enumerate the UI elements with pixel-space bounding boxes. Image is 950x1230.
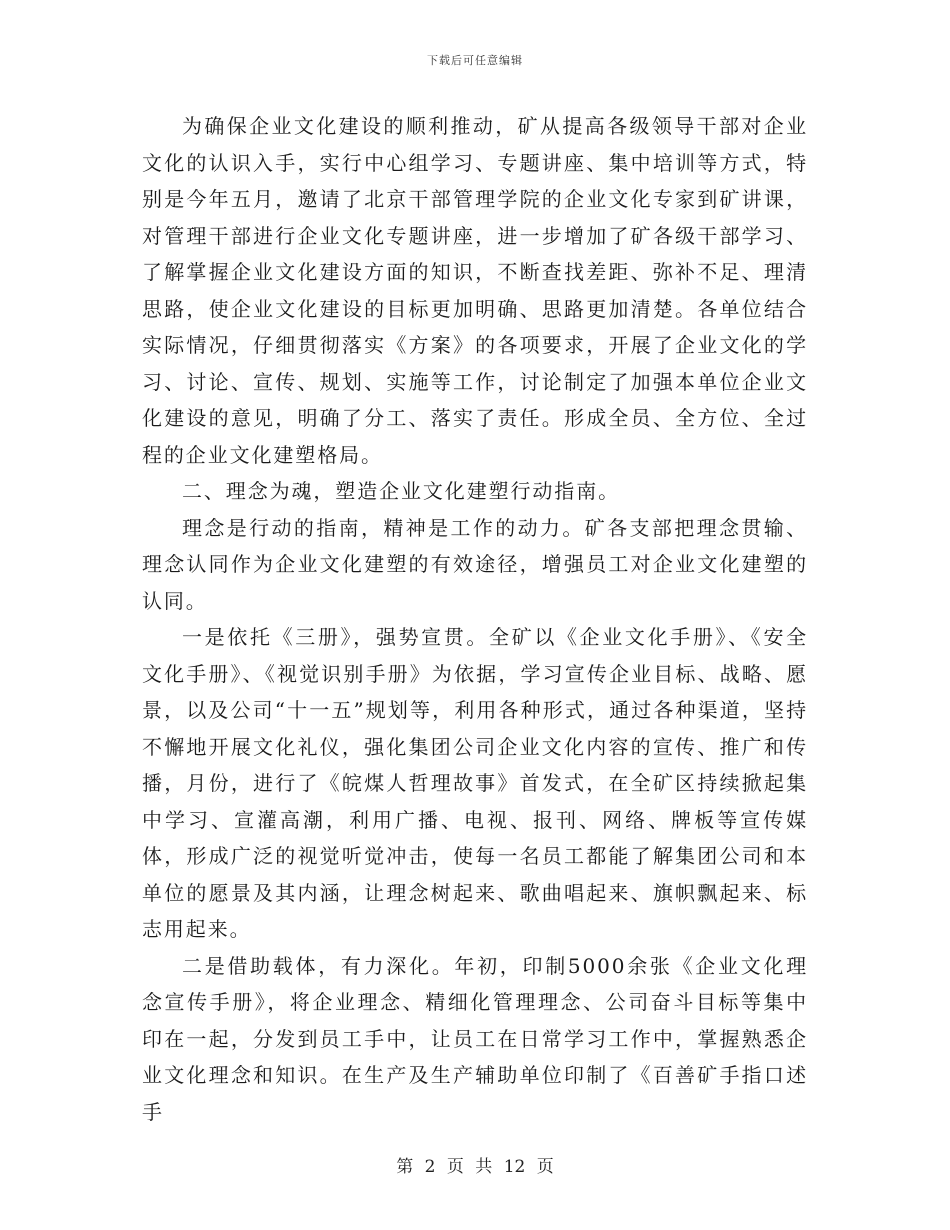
body-paragraph: 理念是行动的指南，精神是工作的动力。矿各支部把理念贯输、理念认同作为企业文化建塑的有效途径，增强员工对企业文化建塑的认同。 (142, 515, 808, 613)
page-number: 第 2 页 共 12 页 (396, 1157, 554, 1177)
body-paragraph: 一是依托《三册》，强势宣贯。全矿以《企业文化手册》、《安全文化手册》、《视觉识别手册》为依据，学习宣传企业目标、战略、愿景，以及公司“十一五”规划等，利用各种形式，通过各种渠道，坚持不懈地开展文化礼仪，强化集团公司企业文化内容的宣传、推广和传播，月份，进行了《皖煤人哲理故事》首发式，在全矿区持续掀起集中学习、宣灌高潮，利用广播、电视、报刊、网络、牌板等宣传媒体，形成广泛的视觉听觉冲击，使每一名员工都能了解集团公司和本单位的愿景及其内涵，让理念树起来、歌曲唱起来、旗帜飘起来、标志用起来。 (142, 625, 808, 941)
page-header-note: 下载后可任意编辑 (427, 54, 523, 67)
body-paragraph: 二是借助载体，有力深化。年初，印制5000余张《企业文化理念宣传手册》，将企业理念、精细化管理理念、公司奋斗目标等集中印在一起，分发到员工手中，让员工在日常学习工作中，掌握熟悉企业文化理念和知识。在生产及生产辅助单位印制了《百善矿手指口述手 (142, 953, 808, 1124)
document-body (142, 108, 808, 1130)
section-heading: 二、理念为魂，塑造企业文化建塑行动指南。 (182, 479, 620, 503)
body-paragraph: 为确保企业文化建设的顺利推动，矿从提高各级领导干部对企业文化的认识入手，实行中心组学习、专题讲座、集中培训等方式，特别是今年五月，邀请了北京干部管理学院的企业文化专家到矿讲课，对管理干部进行企业文化专题讲座，进一步增加了矿各级干部学习、了解掌握企业文化建设方面的知识，不断查找差距、弥补不足、理清思路，使企业文化建设的目标更加明确、思路更加清楚。各单位结合实际情况，仔细贯彻落实《方案》的各项要求，开展了企业文化的学习、讨论、宣传、规划、实施等工作，讨论制定了加强本单位企业文化建设的意见，明确了分工、落实了责任。形成全员、全方位、全过程的企业文化建塑格局。 (142, 114, 808, 467)
